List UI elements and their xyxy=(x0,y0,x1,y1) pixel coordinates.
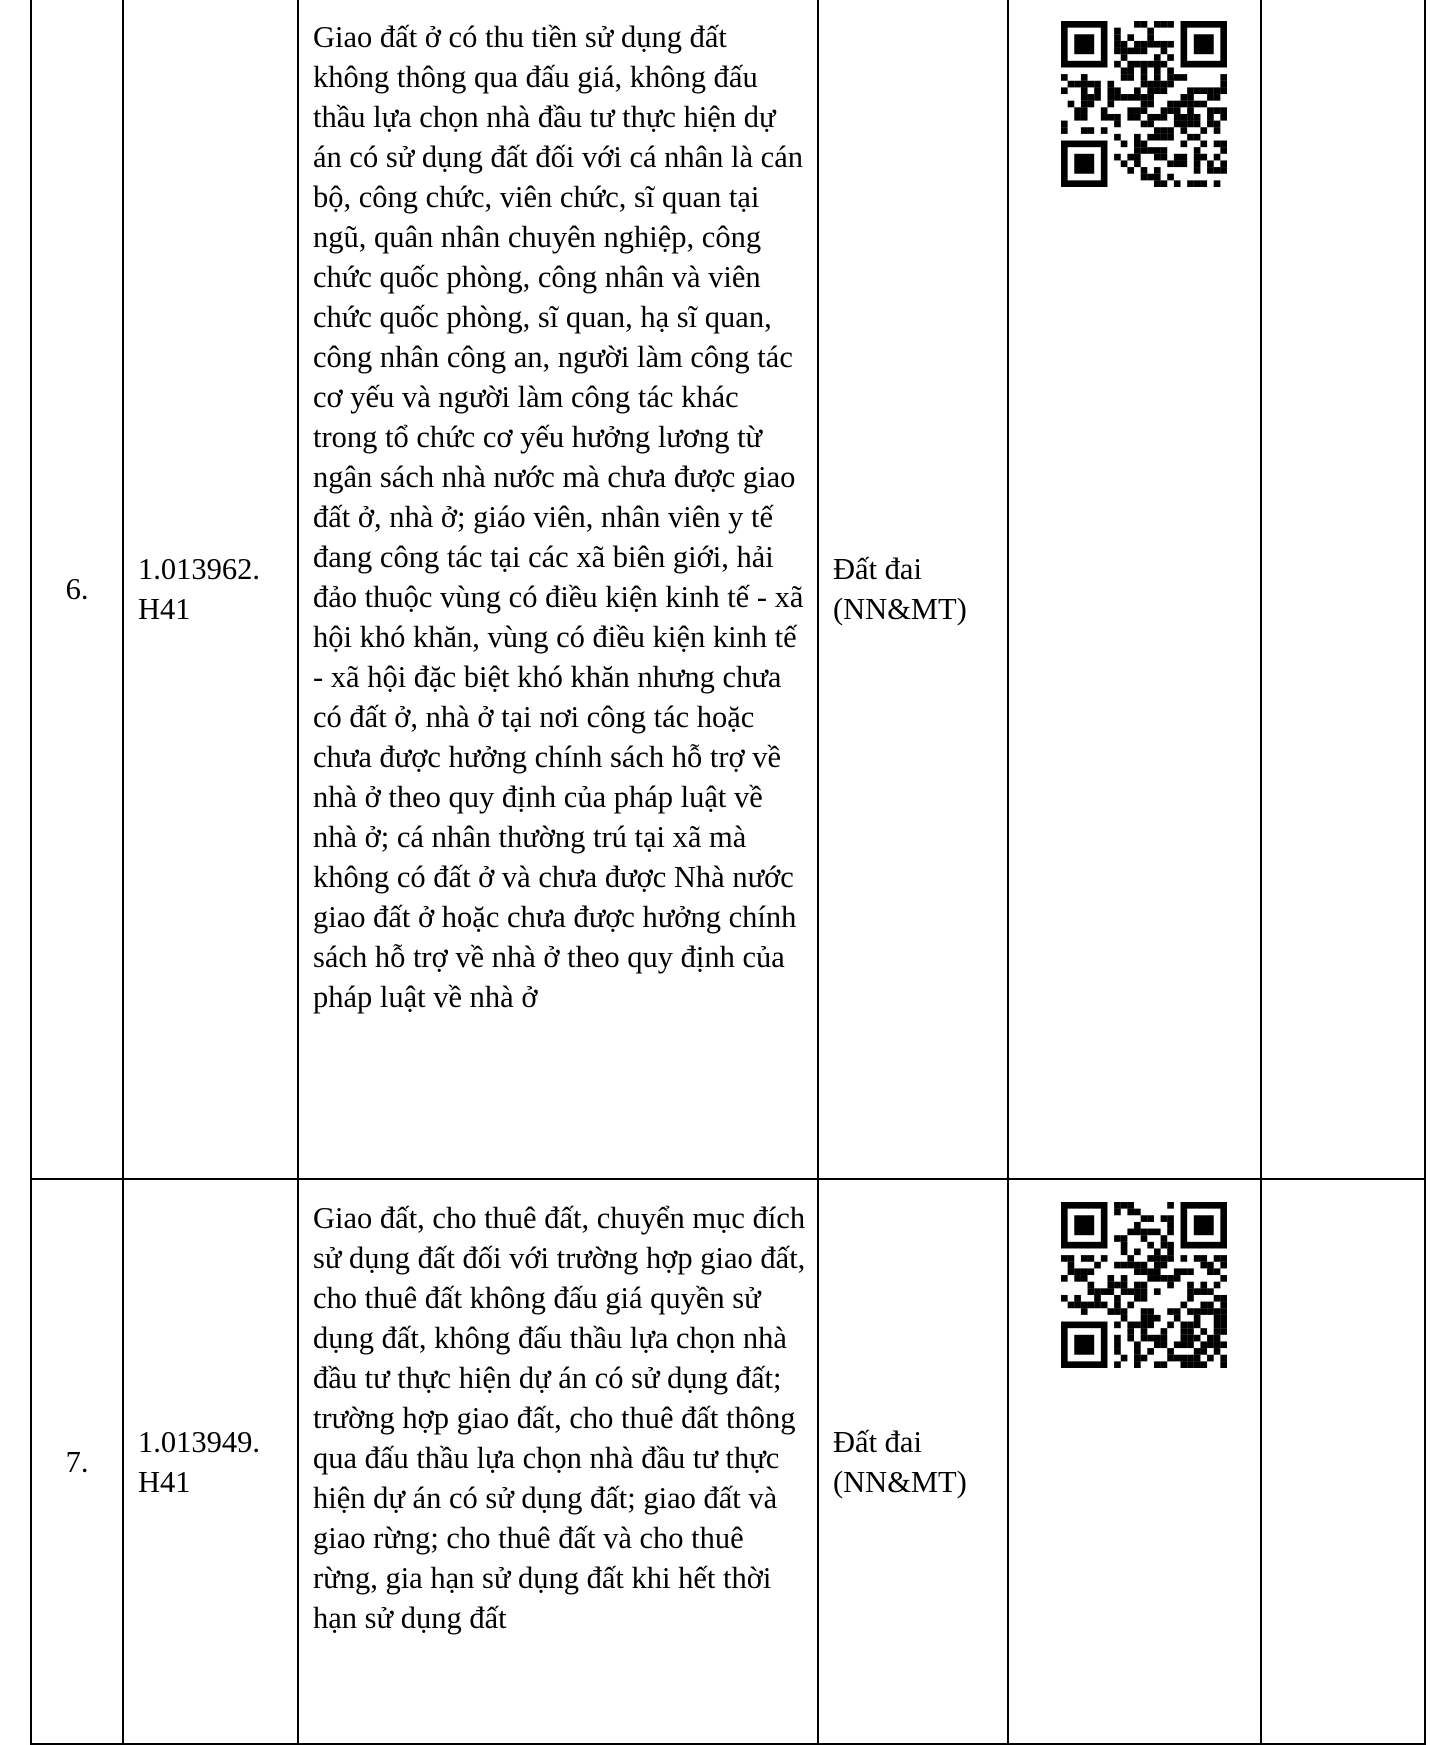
row-number-cell xyxy=(31,0,123,1179)
procedure-code-cell xyxy=(123,0,298,1179)
qr-cell xyxy=(1008,0,1261,1179)
procedures-table xyxy=(30,0,1426,1745)
field-cell xyxy=(818,0,1008,1179)
procedure-code-cell xyxy=(123,1179,298,1744)
row-number: 6. xyxy=(65,571,89,606)
note-cell xyxy=(1261,1179,1425,1744)
procedure-code: 1.013949. H41 xyxy=(138,1424,260,1499)
field-name: Đất đai (NN&MT) xyxy=(833,1424,967,1499)
procedure-name-cell xyxy=(298,0,818,1179)
table-row xyxy=(31,0,1425,1179)
qr-cell xyxy=(1008,1179,1261,1744)
procedure-name: Giao đất, cho thuê đất, chuyển mục đích sử dụng đất đối với trường hợp giao đất, cho thuê đất không đấu giá quyền sử dụng đất, không đấu thầu lựa chọn nhà đầu tư thực hiện dự án có sử dụng đất; trường hợp giao đất, cho thuê đất thông qua đấu thầu lựa chọn nhà đầu tư thực hiện dự án có sử dụng đất; giao đất và giao rừng; cho thuê đất và cho thuê rừng, gia hạn sử dụng đất khi hết thời hạn sử dụng đất xyxy=(313,1201,806,1635)
procedure-name-cell xyxy=(298,1179,818,1744)
field-name: Đất đai (NN&MT) xyxy=(833,551,967,626)
field-cell xyxy=(818,1179,1008,1744)
qr-code-icon xyxy=(1061,21,1227,187)
row-number-cell xyxy=(31,1179,123,1744)
procedure-name: Giao đất ở có thu tiền sử dụng đất không thông qua đấu giá, không đấu thầu lựa chọn nhà đầu tư thực hiện dự án có sử dụng đất đối với cá nhân là cán bộ, công chức, viên chức, sĩ quan tại ngũ, quân nhân chuyên nghiệp, công chức quốc phòng, công nhân và viên chức quốc phòng, sĩ quan, hạ sĩ quan, công nhân công an, người làm công tác cơ yếu và người làm công tác khác trong tổ chức cơ yếu hưởng lương từ ngân sách nhà nước mà chưa được giao đất ở, nhà ở; giáo viên, nhân viên y tế đang công tác tại các xã biên giới, hải đảo thuộc vùng có điều kiện kinh tế - xã hội khó khăn, vùng có điều kiện kinh tế - xã hội đặc biệt khó khăn nhưng chưa có đất ở, nhà ở tại nơi công tác hoặc chưa được hưởng chính sách hỗ trợ về nhà ở theo quy định của pháp luật về nhà ở; cá nhân thường trú tại xã mà không có đất ở và chưa được Nhà nước giao đất ở hoặc chưa được hưởng chính sách hỗ trợ về nhà ở theo quy định của pháp luật về nhà ở xyxy=(313,20,804,1014)
qr-code-icon xyxy=(1061,1202,1227,1368)
table-row xyxy=(31,1179,1425,1744)
row-number: 7. xyxy=(65,1444,89,1479)
procedure-code: 1.013962. H41 xyxy=(138,551,260,626)
note-cell xyxy=(1261,0,1425,1179)
